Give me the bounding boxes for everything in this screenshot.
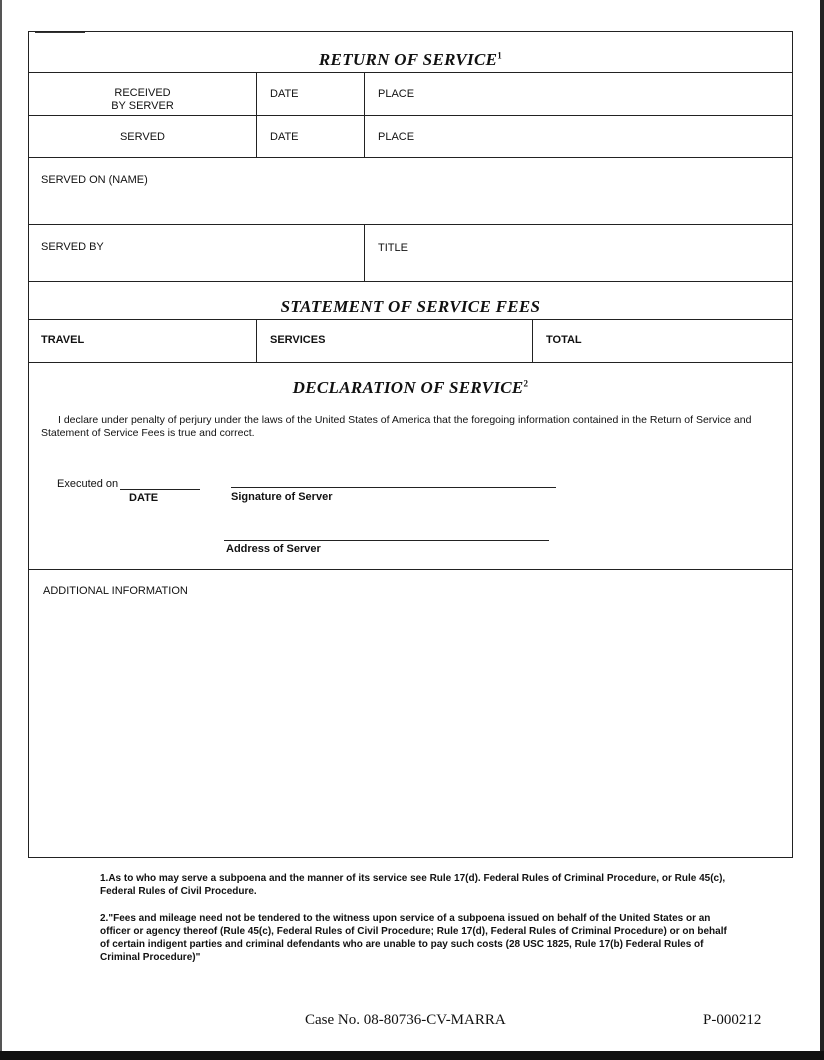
page-id: P-000212 [703,1012,762,1028]
date-label: DATE [129,492,159,504]
executed-on-label: Executed on [57,478,119,490]
divider [29,319,792,320]
title-label: TITLE [378,242,408,254]
divider [29,281,792,282]
return-of-service-form [28,31,793,858]
return-of-service-title: RETURN OF SERVICE$^1$ [318,50,503,69]
scan-edge-right [820,0,824,1060]
divider [364,224,365,281]
divider [29,115,792,116]
services-label: SERVICES [270,334,326,346]
service-fees-title: STATEMENT OF SERVICE FEES [280,297,541,316]
footnote-1: 1.As to who may serve a subpoena and the manner of its service see Rule 17(d). Federal Rules of Criminal Procedure, or Rule 45(c), Federal Rules of Civil Procedure. [100,873,726,897]
server-address-line [224,540,549,541]
date-signature-line [120,489,200,490]
received-place-label: PLACE [378,88,415,100]
declaration-text: I declare under penalty of perjury under the laws of the United States of America that the foregoing information contained in the Return of Service and Statement of Service Fees is true and correct. [41,414,752,439]
received-by-server-label: RECEIVED BY SERVER [111,87,174,112]
case-number: Case No. 08-80736-CV-MARRA [305,1012,506,1028]
signature-label: Signature of Server [231,491,333,503]
scan-edge-bottom [0,1051,824,1060]
received-date-label: DATE [270,88,299,100]
divider [29,569,792,570]
divider [532,319,533,362]
divider [256,72,257,157]
address-label: Address of Server [226,543,321,555]
divider [29,362,792,363]
served-by-label: SERVED BY [41,241,104,253]
divider [256,319,257,362]
additional-information-label: ADDITIONAL INFORMATION [43,585,188,597]
travel-label: TRAVEL [41,334,85,346]
scan-edge-left [0,0,2,1060]
server-signature-line [231,487,556,488]
total-label: TOTAL [546,334,582,346]
divider [364,72,365,157]
served-date-label: DATE [270,131,299,143]
divider [29,72,792,73]
served-label: SERVED [119,131,166,143]
divider [29,157,792,158]
divider [29,224,792,225]
served-on-label: SERVED ON (NAME) [41,174,148,186]
declaration-title: DECLARATION OF SERVICE$^2$ [292,378,529,397]
footnote-2: 2."Fees and mileage need not be tendered to the witness upon service of a subpoena issued on behalf of the United States or an officer or agency thereof (Rule 45(c), Federal Rules of Civil Procedure; Rule 17(d), Federal Rules of Criminal Procedure) or on behalf of certain indigent parties and criminal defendants who are unable to pay such costs (28 USC 1825, Rule 17(b) Federal Rules of Criminal Procedure)" [100,913,727,963]
served-place-label: PLACE [378,131,415,143]
